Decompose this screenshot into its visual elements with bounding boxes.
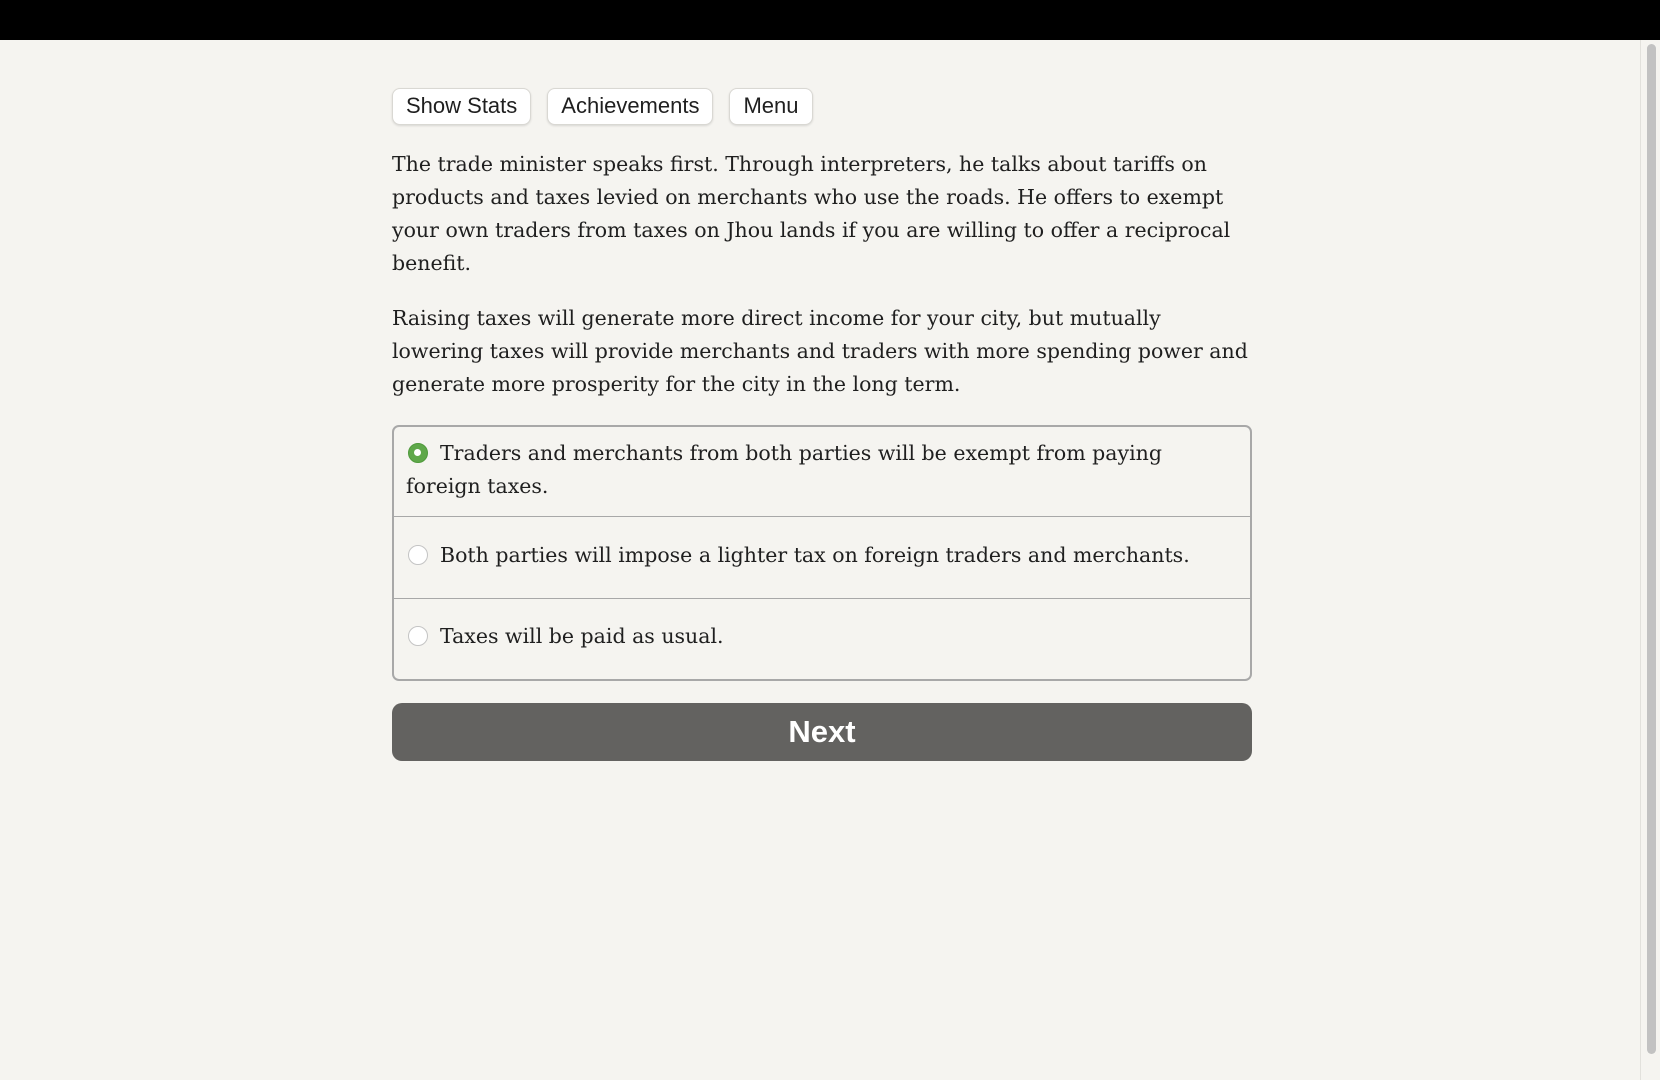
vertical-scrollbar[interactable]	[1640, 40, 1660, 1080]
choice-list	[392, 425, 1252, 681]
choice-option-exempt[interactable]	[394, 427, 1250, 516]
story-paragraph: Raising taxes will generate more direct income for your city, but mutually lowering taxes will provide merchants and traders with more spending power and generate more prosperity for the city in the long term.	[392, 306, 1248, 396]
choice-option-lighter-tax[interactable]	[394, 516, 1250, 598]
scrollbar-thumb[interactable]	[1647, 44, 1656, 1054]
show-stats-button[interactable]: Show Stats	[392, 88, 531, 125]
radio-unselected-icon[interactable]	[408, 626, 428, 646]
choice-option-usual-tax[interactable]	[394, 598, 1250, 679]
menu-button[interactable]: Menu	[729, 88, 812, 125]
next-button[interactable]: Next	[392, 703, 1252, 761]
achievements-button[interactable]: Achievements	[547, 88, 713, 125]
choice-label: Traders and merchants from both parties will be exempt from paying foreign taxes.	[406, 441, 1162, 498]
header-buttons	[392, 88, 1252, 125]
radio-unselected-icon[interactable]	[408, 545, 428, 565]
top-bar	[0, 0, 1660, 40]
story-text	[392, 148, 1252, 401]
story-paragraph: The trade minister speaks first. Through interpreters, he talks about tariffs on products and taxes levied on merchants who use the roads. He offers to exempt your own traders from taxes on Jhou lands if you are willing to offer a reciprocal benefit.	[392, 152, 1231, 275]
choice-label: Taxes will be paid as usual.	[440, 624, 724, 648]
game-content	[392, 40, 1252, 761]
radio-selected-icon[interactable]	[408, 443, 428, 463]
choice-label: Both parties will impose a lighter tax on foreign traders and merchants.	[440, 543, 1190, 567]
